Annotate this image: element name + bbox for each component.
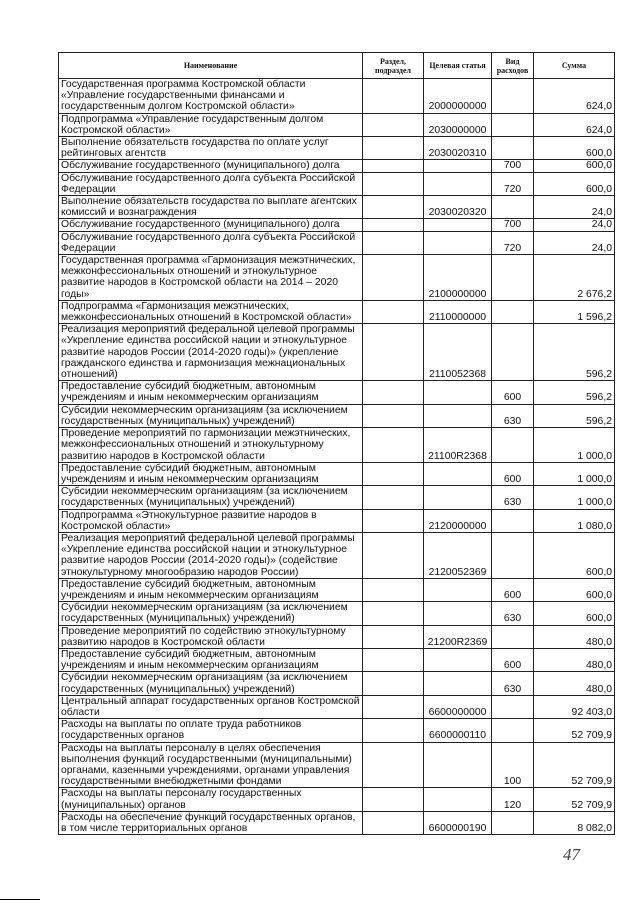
cell-sum: 1 000,0 [534, 486, 615, 509]
cell-name: Реализация мероприятий федеральной целевой программы «Укрепление единства российской нации и этнокультурное развитие народов России (2014-2020 годы)» (содействие этнокультурному многообразию народов России) [59, 532, 363, 578]
cell-sum: 8 082,0 [534, 811, 615, 834]
header-name: Наименование [59, 53, 363, 79]
table-header-row [59, 53, 615, 79]
cell-section [363, 196, 424, 219]
cell-target [424, 742, 492, 788]
cell-target [424, 672, 492, 695]
cell-target: 2120000000 [424, 509, 492, 532]
cell-section [363, 811, 424, 834]
cell-kind: 700 [492, 160, 534, 172]
cell-kind: 700 [492, 219, 534, 231]
cell-target: 2100000000 [424, 255, 492, 301]
cell-name: Центральный аппарат государственных органов Костромской области [59, 695, 363, 718]
cell-sum: 1 596,2 [534, 300, 615, 323]
cell-sum: 2 676,2 [534, 255, 615, 301]
cell-kind: 600 [492, 578, 534, 601]
cell-sum: 52 709,9 [534, 719, 615, 742]
cell-kind [492, 719, 534, 742]
cell-target: 2030000000 [424, 113, 492, 136]
cell-sum: 1 000,0 [534, 428, 615, 463]
cell-section [363, 532, 424, 578]
table-row [59, 404, 615, 427]
cell-kind [492, 509, 534, 532]
cell-section [363, 509, 424, 532]
cell-name: Обслуживание государственного (муниципального) долга [59, 160, 363, 172]
table-row [59, 578, 615, 601]
cell-sum: 600,0 [534, 172, 615, 195]
cell-target: 2110000000 [424, 300, 492, 323]
header-kind: Вид расходов [492, 53, 534, 79]
table-row [59, 79, 615, 114]
cell-name: Расходы на выплаты персоналу государственных (муниципальных) органов [59, 788, 363, 811]
cell-name: Подпрограмма «Управление государственным долгом Костромской области» [59, 113, 363, 136]
cell-name: Субсидии некоммерческим организациям (за исключением государственных (муниципальных) учреждений) [59, 672, 363, 695]
cell-section [363, 719, 424, 742]
table-row [59, 300, 615, 323]
cell-sum: 480,0 [534, 625, 615, 648]
cell-sum: 596,2 [534, 381, 615, 404]
header-sum: Сумма [534, 53, 615, 79]
table-row [59, 231, 615, 254]
cell-target: 2000000000 [424, 79, 492, 114]
cell-sum: 24,0 [534, 231, 615, 254]
table-row [59, 672, 615, 695]
table-row [59, 428, 615, 463]
cell-section [363, 788, 424, 811]
scan-edge-mark [0, 899, 40, 900]
cell-kind: 630 [492, 672, 534, 695]
cell-sum: 600,0 [534, 602, 615, 625]
cell-sum: 624,0 [534, 113, 615, 136]
cell-target [424, 486, 492, 509]
budget-table [58, 52, 615, 835]
cell-section [363, 231, 424, 254]
cell-kind: 120 [492, 788, 534, 811]
page-number: 47 [563, 845, 580, 864]
cell-section [363, 300, 424, 323]
budget-document [58, 52, 615, 835]
cell-sum: 24,0 [534, 196, 615, 219]
cell-kind [492, 79, 534, 114]
cell-name: Предоставление субсидий бюджетным, автономным учреждениям и иным некоммерческим организациям [59, 462, 363, 485]
cell-section [363, 160, 424, 172]
cell-name: Подпрограмма «Этнокультурное развитие народов в Костромской области» [59, 509, 363, 532]
table-row [59, 788, 615, 811]
cell-target: 2030020310 [424, 137, 492, 160]
cell-target: 6600000000 [424, 695, 492, 718]
cell-sum: 596,2 [534, 404, 615, 427]
cell-kind: 600 [492, 381, 534, 404]
table-row [59, 486, 615, 509]
table-row [59, 602, 615, 625]
cell-target: 2120052369 [424, 532, 492, 578]
cell-target: 2110052368 [424, 324, 492, 381]
cell-section [363, 695, 424, 718]
table-body [59, 79, 615, 835]
cell-sum: 1 080,0 [534, 509, 615, 532]
cell-name: Выполнение обязательств государства по выплате агентских комиссий и вознаграждения [59, 196, 363, 219]
cell-name: Расходы на обеспечение функций государственных органов, в том числе территориальных органов [59, 811, 363, 834]
cell-name: Предоставление субсидий бюджетным, автономным учреждениям и иным некоммерческим организациям [59, 578, 363, 601]
cell-sum: 52 709,9 [534, 788, 615, 811]
cell-name: Предоставление субсидий бюджетным, автономным учреждениям и иным некоммерческим организациям [59, 648, 363, 671]
header-target: Целевая статья [424, 53, 492, 79]
cell-kind [492, 811, 534, 834]
cell-name: Реализация мероприятий федеральной целевой программы «Укрепление единства российской нации и этнокультурное развитие народов России (2014-2020 годы)» (укрепление гражданского единства и гармонизация межнациональных отношений) [59, 324, 363, 381]
cell-kind [492, 695, 534, 718]
cell-name: Проведение мероприятий по гармонизации межэтнических, межконфессиональных отношений и этнокультурному развитию народов в Костромской области [59, 428, 363, 463]
table-row [59, 811, 615, 834]
cell-kind [492, 255, 534, 301]
cell-kind: 720 [492, 231, 534, 254]
cell-name: Расходы на выплаты персоналу в целях обеспечения выполнения функций государственными (муниципальными) органами, казенными учреждениями, органами управления государственными внебюджетными фондами [59, 742, 363, 788]
cell-target [424, 788, 492, 811]
cell-section [363, 404, 424, 427]
table-row [59, 695, 615, 718]
cell-sum: 1 000,0 [534, 462, 615, 485]
cell-kind [492, 532, 534, 578]
cell-kind [492, 625, 534, 648]
cell-name: Выполнение обязательств государства по оплате услуг рейтинговых агентств [59, 137, 363, 160]
cell-name: Проведение мероприятий по содействию этнокультурному развитию народов в Костромской области [59, 625, 363, 648]
cell-sum: 52 709,9 [534, 742, 615, 788]
cell-target: 21200R2369 [424, 625, 492, 648]
cell-target: 6600000110 [424, 719, 492, 742]
cell-kind: 100 [492, 742, 534, 788]
table-row [59, 160, 615, 172]
cell-kind [492, 113, 534, 136]
cell-section [363, 578, 424, 601]
cell-section [363, 137, 424, 160]
cell-target: 6600000190 [424, 811, 492, 834]
cell-sum: 600,0 [534, 137, 615, 160]
table-row [59, 196, 615, 219]
cell-name: Государственная программа «Гармонизация межэтнических, межконфессиональных отношений и этнокультурное развитие народов в Костромской области на 2014 – 2020 годы» [59, 255, 363, 301]
cell-section [363, 324, 424, 381]
cell-target [424, 404, 492, 427]
cell-section [363, 79, 424, 114]
table-row [59, 509, 615, 532]
cell-section [363, 255, 424, 301]
table-row [59, 742, 615, 788]
cell-name: Субсидии некоммерческим организациям (за исключением государственных (муниципальных) учреждений) [59, 404, 363, 427]
table-row [59, 219, 615, 231]
cell-sum: 624,0 [534, 79, 615, 114]
cell-section [363, 486, 424, 509]
cell-sum: 600,0 [534, 532, 615, 578]
cell-target [424, 462, 492, 485]
table-row [59, 625, 615, 648]
table-row [59, 324, 615, 381]
cell-target [424, 602, 492, 625]
cell-section [363, 742, 424, 788]
cell-name: Расходы на выплаты по оплате труда работников государственных органов [59, 719, 363, 742]
cell-sum: 24,0 [534, 219, 615, 231]
cell-target [424, 231, 492, 254]
cell-sum: 596,2 [534, 324, 615, 381]
table-row [59, 719, 615, 742]
cell-section [363, 462, 424, 485]
table-row [59, 172, 615, 195]
cell-target [424, 578, 492, 601]
cell-kind: 720 [492, 172, 534, 195]
cell-target [424, 648, 492, 671]
cell-name: Обслуживание государственного долга субъекта Российской Федерации [59, 231, 363, 254]
cell-target [424, 219, 492, 231]
cell-name: Предоставление субсидий бюджетным, автономным учреждениям и иным некоммерческим организациям [59, 381, 363, 404]
table-row [59, 137, 615, 160]
cell-name: Субсидии некоммерческим организациям (за исключением государственных (муниципальных) учреждений) [59, 602, 363, 625]
cell-sum: 600,0 [534, 578, 615, 601]
cell-kind [492, 324, 534, 381]
cell-kind: 630 [492, 602, 534, 625]
cell-kind: 630 [492, 404, 534, 427]
cell-target [424, 172, 492, 195]
cell-section [363, 648, 424, 671]
table-row [59, 381, 615, 404]
cell-section [363, 625, 424, 648]
header-section: Раздел, подраздел [363, 53, 424, 79]
table-row [59, 462, 615, 485]
cell-kind: 630 [492, 486, 534, 509]
cell-sum: 480,0 [534, 648, 615, 671]
cell-name: Обслуживание государственного долга субъекта Российской Федерации [59, 172, 363, 195]
cell-section [363, 672, 424, 695]
cell-target: 21100R2368 [424, 428, 492, 463]
cell-sum: 480,0 [534, 672, 615, 695]
cell-target [424, 381, 492, 404]
cell-section [363, 219, 424, 231]
cell-kind: 600 [492, 462, 534, 485]
cell-name: Подпрограмма «Гармонизация межэтнических, межконфессиональных отношений в Костромской области» [59, 300, 363, 323]
cell-sum: 92 403,0 [534, 695, 615, 718]
cell-section [363, 381, 424, 404]
cell-name: Обслуживание государственного (муниципального) долга [59, 219, 363, 231]
cell-kind [492, 137, 534, 160]
table-row [59, 648, 615, 671]
cell-section [363, 172, 424, 195]
cell-sum: 600,0 [534, 160, 615, 172]
cell-target: 2030020320 [424, 196, 492, 219]
table-row [59, 113, 615, 136]
table-row [59, 532, 615, 578]
table-row [59, 255, 615, 301]
cell-kind [492, 428, 534, 463]
cell-name: Государственная программа Костромской области «Управление государственными финансами и государственным долгом Костромской области» [59, 79, 363, 114]
cell-kind [492, 196, 534, 219]
cell-section [363, 113, 424, 136]
cell-kind [492, 300, 534, 323]
cell-target [424, 160, 492, 172]
cell-kind: 600 [492, 648, 534, 671]
cell-section [363, 428, 424, 463]
cell-name: Субсидии некоммерческим организациям (за исключением государственных (муниципальных) учреждений) [59, 486, 363, 509]
cell-section [363, 602, 424, 625]
